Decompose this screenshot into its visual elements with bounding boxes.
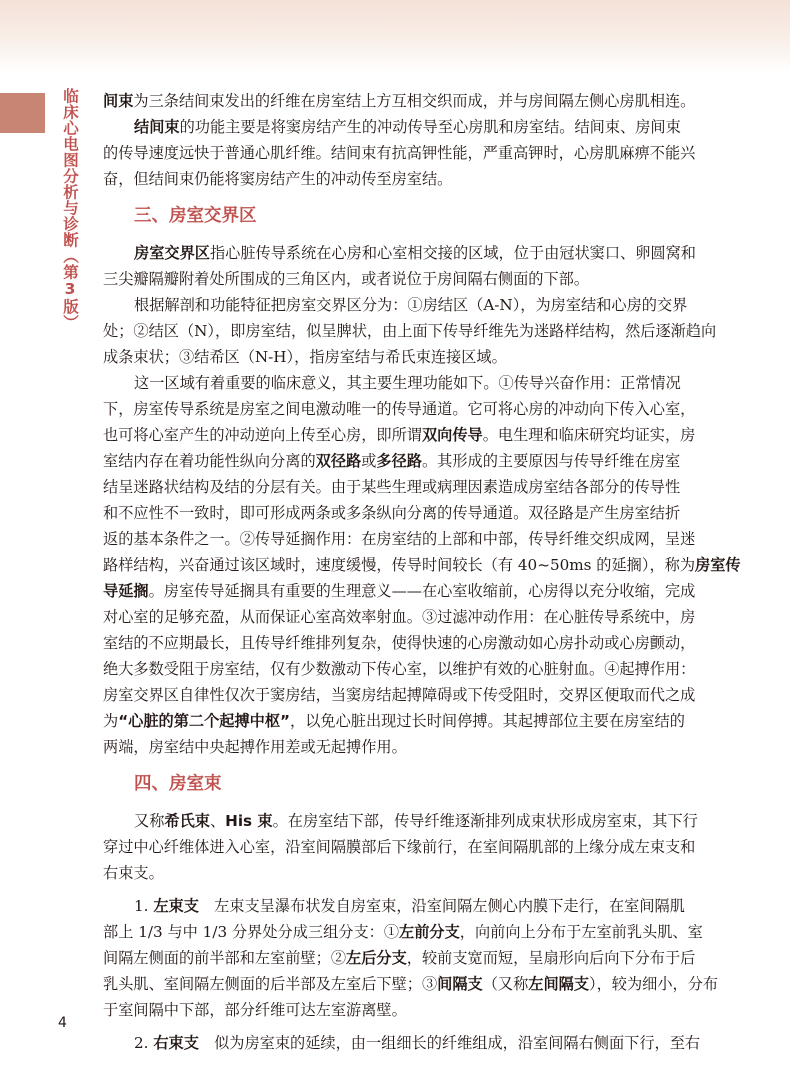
text-line: 右束支。 <box>103 864 164 882</box>
text-line: 奋，但结间束仍能将窦房结产生的冲动传至房室结。 <box>103 170 453 188</box>
side-chapter-tab <box>0 93 45 133</box>
text-line: 的传导速度远快于普通心肌纤维。结间束有抗高钾性能，严重高钾时，心房肌麻痹不能兴 <box>103 144 696 162</box>
text-line: 于室间隔中下部，部分纤维可达左室游离壁。 <box>103 1001 407 1019</box>
page-body <box>103 88 741 1056</box>
text-line: 间隔左侧面的前半部和左室前壁；②左后分支，较前支宽而短，呈扇形向后向下分布于后 <box>103 949 696 967</box>
text-line: 对心室的足够充盈，从而保证心室高效率射血。③过滤冲动作用：在心脏传导系统中，房 <box>103 608 696 626</box>
text-line: 为“心脏的第二个起搏中枢”，以免心脏出现过长时间停搏。其起搏部位主要在房室结的 <box>103 712 685 730</box>
text-line: 这一区域有着重要的临床意义，其主要生理功能如下。①传导兴奋作用：正常情况 <box>134 374 681 392</box>
text-line: 导延搁。房室传导延搁具有重要的生理意义——在心室收缩前，心房得以充分收缩，完成 <box>103 582 696 600</box>
text-line: 室结的不应期最长，且传导纤维排列复杂，使得快速的心房激动如心房扑动或心房颤动， <box>103 634 696 652</box>
text-line: 部上 1/3 与中 1/3 分界处分成三组分支：①左前分支，向前向上分布于左室前乳头肌、室 <box>103 923 703 941</box>
text-line: 房室交界区指心脏传导系统在心房和心室相交接的区域，位于由冠状窦口、卵圆窝和 <box>134 244 696 262</box>
text-line: 三尖瓣隔瓣附着处所围成的三角区内，或者说位于房间隔右侧面的下部。 <box>103 270 589 288</box>
page-number: 4 <box>58 1015 67 1031</box>
text-line: 根据解剖和功能特征把房室交界区分为：①房结区（A-N），为房室结和心房的交界 <box>134 296 688 314</box>
text-line: 两端，房室结中央起搏作用差或无起搏作用。 <box>103 738 407 756</box>
text-line: 穿过中心纤维体进入心室，沿室间隔膜部后下缘前行，在室间隔肌部的上缘分成左束支和 <box>103 838 696 856</box>
text-line: 2. 右束支 似为房室束的延续，由一组细长的纤维组成，沿室间隔右侧面下行，至右 <box>134 1034 701 1052</box>
text-line: 也可将心室产生的冲动逆向上传至心房，即所谓双向传导。电生理和临床研究均证实，房 <box>103 426 696 444</box>
text-line: 乳头肌、室间隔左侧面的后半部及左室后下壁；③间隔支（又称左间隔支），较为细小，分布 <box>103 975 719 993</box>
section-heading: 三、房室交界区 <box>134 206 257 226</box>
text-line: 成条束状；③结希区（N-H），指房室结与希氏束连接区域。 <box>103 348 507 366</box>
text-line: 又称希氏束、His 束。在房室结下部，传导纤维逐渐排列成束状形成房室束，其下行 <box>134 812 698 830</box>
text-line: 1. 左束支 左束支呈瀑布状发自房室束，沿室间隔左侧心内膜下走行，在室间隔肌 <box>134 897 685 915</box>
top-decorative-band <box>0 0 790 72</box>
section-heading: 四、房室束 <box>134 774 222 794</box>
text-line: 结间束的功能主要是将窦房结产生的冲动传导至心房肌和房室结。结间束、房间束 <box>134 118 681 136</box>
text-line: 处；②结区（N），即房室结，似呈脾状，由上面下传导纤维先为迷路样结构，然后逐渐趋向 <box>103 322 717 340</box>
text-line: 绝大多数受阻于房室结，仅有少数激动下传心室，以维护有效的心脏射血。④起搏作用： <box>103 660 696 678</box>
running-book-title: 临床心电图分析与诊断（第3版） <box>61 88 79 331</box>
text-line: 间束为三条结间束发出的纤维在房室结上方互相交织而成，并与房间隔左侧心房肌相连。 <box>103 92 696 110</box>
text-line: 房室交界区自律性仅次于窦房结，当窦房结起搏障碍或下传受阻时，交界区便取而代之成 <box>103 686 696 704</box>
text-line: 路样结构，兴奋通过该区域时，速度缓慢，传导时间较长（有 40~50ms 的延搁），称为房室传 <box>103 556 741 574</box>
text-line: 下，房室传导系统是房室之间电激动唯一的传导通道。它可将心房的冲动向下传入心室， <box>103 400 696 418</box>
text-line: 室结内存在着功能性纵向分离的双径路或多径路。其形成的主要原因与传导纤维在房室 <box>103 452 681 470</box>
text-line: 结呈迷路状结构及结的分层有关。由于某些生理或病理因素造成房室结各部分的传导性 <box>103 478 681 496</box>
text-line: 返的基本条件之一。②传导延搁作用：在房室结的上部和中部，传导纤维交织成网，呈迷 <box>103 530 696 548</box>
text-line: 和不应性不一致时，即可形成两条或多条纵向分离的传导通道。双径路是产生房室结折 <box>103 504 681 522</box>
